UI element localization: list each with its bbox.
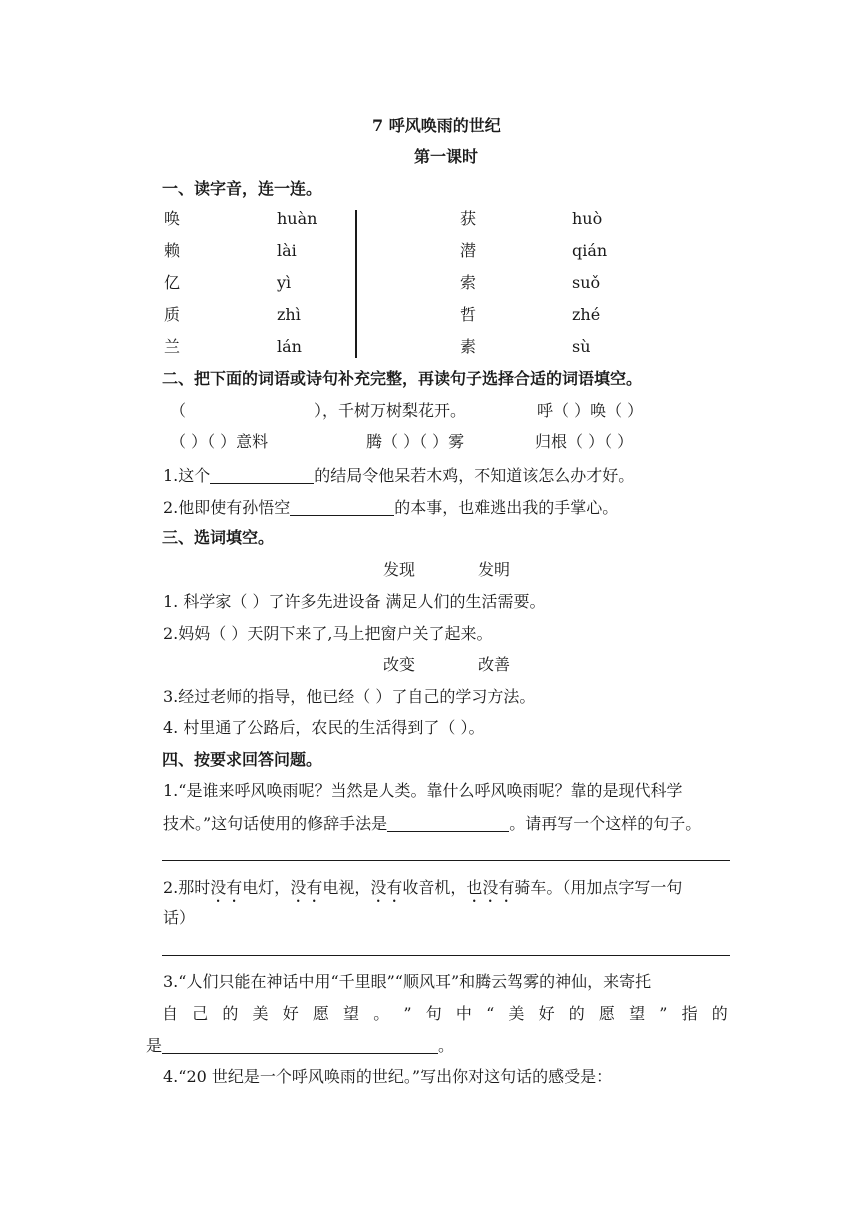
answer-question-2-line-2: 话） bbox=[163, 908, 196, 927]
q3-char: 美 bbox=[508, 1004, 525, 1023]
dotted-word: 没有 bbox=[370, 878, 403, 897]
dotted-word: 没有 bbox=[290, 878, 323, 897]
q2-text: 2.那时 bbox=[163, 878, 211, 897]
char-left-3: 亿 bbox=[164, 273, 181, 292]
char-left-5: 兰 bbox=[164, 337, 181, 356]
char-right-1: 获 bbox=[460, 209, 477, 228]
q3-char: 自 bbox=[162, 1004, 179, 1023]
q3-char: ” bbox=[659, 1004, 668, 1023]
q3-char: 的 bbox=[222, 1004, 239, 1023]
q2-text: 电灯， bbox=[242, 878, 291, 897]
answer-question-1-line-1: 1.“是谁来呼风唤雨呢？当然是人类。靠什么呼风唤雨呢？靠的是现代科学 bbox=[163, 781, 683, 800]
choice-question-3: 3.经过老师的指导，他已经（ ）了自己的学习方法。 bbox=[163, 687, 536, 706]
answer-blank[interactable] bbox=[162, 1037, 438, 1054]
answer-question-1-prefix: 技术。”这句话使用的修辞手法是 bbox=[163, 814, 388, 833]
char-right-4: 哲 bbox=[460, 305, 477, 324]
answer-question-2-line-1 bbox=[163, 878, 682, 906]
pinyin-right-5: sù bbox=[572, 337, 591, 356]
dotted-word: 也没有 bbox=[466, 878, 515, 897]
q3-char: 己 bbox=[192, 1004, 209, 1023]
q3-char: 愿 bbox=[598, 1004, 615, 1023]
q3-char: 望 bbox=[343, 1004, 360, 1023]
char-left-1: 唤 bbox=[164, 209, 181, 228]
q3-char: “ bbox=[486, 1004, 495, 1023]
choice-question-1: 1. 科学家（ ）了许多先进设备 满足人们的生活需要。 bbox=[163, 592, 546, 611]
q3-char: 的 bbox=[711, 1004, 728, 1023]
section-1-heading: 一、读字音，连一连。 bbox=[162, 179, 323, 198]
q3-char: 望 bbox=[629, 1004, 646, 1023]
pinyin-left-4: zhì bbox=[277, 305, 301, 324]
answer-question-3-line-3 bbox=[146, 1037, 454, 1054]
answer-line[interactable] bbox=[162, 860, 730, 861]
word-choice-faming: 发明 bbox=[478, 560, 511, 579]
word-choice-faxian: 发现 bbox=[383, 560, 416, 579]
char-left-4: 质 bbox=[164, 305, 181, 324]
idiom-hu-huan: 呼（ ）唤（ ） bbox=[537, 401, 644, 420]
section-4-heading: 四、按要求回答问题。 bbox=[162, 750, 323, 769]
fill-question-2-prefix: 2.他即使有孙悟空 bbox=[163, 498, 291, 517]
answer-blank[interactable] bbox=[210, 467, 314, 484]
column-divider bbox=[355, 210, 357, 358]
answer-question-3-suffix: 。 bbox=[438, 1036, 455, 1055]
char-right-3: 索 bbox=[460, 273, 477, 292]
page-subtitle: 第一课时 bbox=[414, 147, 479, 166]
q3-char: 指 bbox=[681, 1004, 698, 1023]
pinyin-right-2: qián bbox=[572, 241, 608, 260]
q3-char: 句 bbox=[425, 1004, 442, 1023]
choice-question-4: 4. 村里通了公路后，农民的生活得到了（ ）。 bbox=[163, 718, 485, 737]
pinyin-left-1: huàn bbox=[277, 209, 318, 228]
poem-line: ），千树万树梨花开。 bbox=[314, 401, 467, 420]
answer-question-3-prefix: 是 bbox=[146, 1036, 163, 1055]
q2-text: 收音机， bbox=[402, 878, 467, 897]
fill-question-1 bbox=[163, 467, 634, 484]
char-right-5: 素 bbox=[460, 337, 477, 356]
pinyin-left-3: yì bbox=[277, 273, 292, 292]
fill-question-1-prefix: 1.这个 bbox=[163, 466, 211, 485]
answer-question-4: 4.“20 世纪是一个呼风唤雨的世纪。”写出你对这句话的感受是： bbox=[163, 1067, 613, 1086]
pinyin-left-5: lán bbox=[277, 337, 302, 356]
idiom-guigen: 归根（ ）（ ） bbox=[535, 432, 634, 451]
q3-char: 。 bbox=[373, 1004, 390, 1023]
pinyin-right-4: zhé bbox=[572, 305, 601, 324]
q3-char: 愿 bbox=[312, 1004, 329, 1023]
dotted-word: 没有 bbox=[210, 878, 243, 897]
fill-question-2-suffix: 的本事，也难逃出我的手掌心。 bbox=[394, 498, 619, 517]
q3-char: 中 bbox=[455, 1004, 472, 1023]
q3-char: 好 bbox=[282, 1004, 299, 1023]
word-choice-gaibian: 改变 bbox=[383, 655, 416, 674]
answer-question-3-line-1: 3.“人们只能在神话中用“千里眼”“顺风耳”和腾云驾雾的神仙，来寄托 bbox=[163, 972, 652, 991]
fill-question-1-suffix: 的结局令他呆若木鸡，不知道该怎么办才好。 bbox=[314, 466, 635, 485]
idiom-teng-wu: 腾（ ）（ ）雾 bbox=[366, 432, 465, 451]
q2-text: 电视， bbox=[322, 878, 371, 897]
fill-question-2 bbox=[163, 499, 618, 516]
answer-blank[interactable] bbox=[387, 815, 509, 832]
char-left-2: 赖 bbox=[164, 241, 181, 260]
char-right-2: 潜 bbox=[460, 241, 477, 260]
answer-question-3-line-2 bbox=[162, 1006, 728, 1022]
idiom-yiliao: （ ）（ ）意料 bbox=[170, 432, 269, 451]
q2-text: 骑车。（用加点字写一句 bbox=[514, 878, 683, 897]
section-2-heading: 二、把下面的词语或诗句补充完整，再读句子选择合适的词语填空。 bbox=[162, 369, 643, 388]
pinyin-right-3: suǒ bbox=[572, 273, 601, 292]
section-3-heading: 三、选词填空。 bbox=[162, 528, 275, 547]
pinyin-right-1: huò bbox=[572, 209, 603, 228]
pinyin-left-2: lài bbox=[277, 241, 297, 260]
q3-char: 美 bbox=[252, 1004, 269, 1023]
answer-question-1-line-2 bbox=[163, 815, 701, 832]
poem-blank-open: （ bbox=[170, 401, 187, 420]
q3-char: ” bbox=[403, 1004, 412, 1023]
word-choice-gaishan: 改善 bbox=[478, 655, 511, 674]
answer-line[interactable] bbox=[162, 955, 730, 956]
q3-char: 的 bbox=[568, 1004, 585, 1023]
q3-char: 好 bbox=[538, 1004, 555, 1023]
answer-blank[interactable] bbox=[290, 499, 394, 516]
choice-question-2: 2.妈妈（ ）天阴下来了,马上把窗户关了起来。 bbox=[163, 624, 493, 643]
page-title: 7 呼风唤雨的世纪 bbox=[372, 116, 501, 135]
answer-question-1-suffix: 。请再写一个这样的句子。 bbox=[509, 814, 702, 833]
